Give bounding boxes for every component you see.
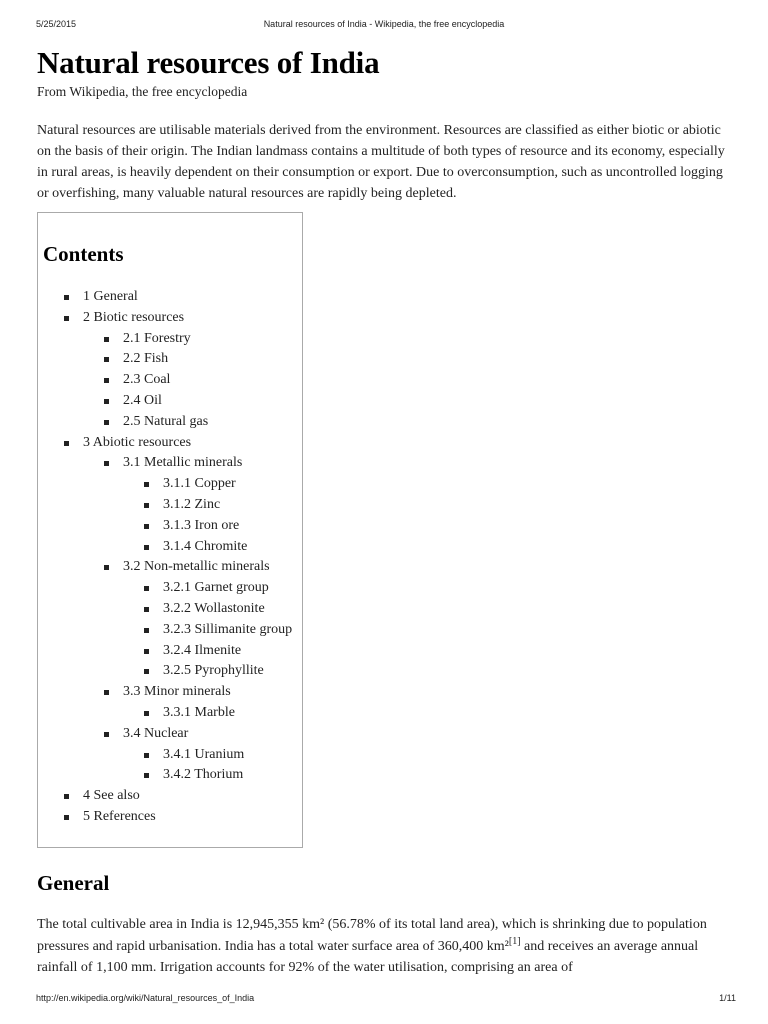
toc-link[interactable]: 3.1.3 Iron ore: [163, 517, 240, 533]
bullet-icon: [104, 337, 109, 342]
toc-heading: Contents: [43, 242, 124, 266]
bullet-icon: [104, 378, 109, 383]
bullet-icon: [64, 441, 69, 446]
toc-list: [38, 287, 302, 828]
reference-link[interactable]: [509, 936, 521, 947]
lead-paragraph: Natural resources are utilisable materials derived from the environment. Resources are classified as either biotic or abiotic on the basis of their origin. The Indian landmass contains a multitude of both types of resource and its economy, especially in rural areas, is heavily dependent on their consumption or export. Due to overconsumption, such as uncontrolled logging or overfishing, many valuable natural resources are rapidly being depleted.: [37, 123, 725, 201]
print-url: http://en.wikipedia.org/wiki/Natural_resources_of_India: [36, 993, 255, 1003]
toc-item: [38, 287, 302, 308]
toc-sublist: [83, 474, 302, 557]
bullet-icon: [144, 482, 149, 487]
toc-item: [123, 578, 302, 599]
page-number: 1/11: [719, 993, 736, 1003]
bullet-icon: [144, 607, 149, 612]
toc-link[interactable]: 2.4 Oil: [123, 392, 162, 408]
bullet-icon: [144, 503, 149, 508]
toc-item: [83, 370, 302, 391]
toc-item: [38, 786, 302, 807]
bullet-icon: [104, 461, 109, 466]
toc-item: [83, 453, 302, 557]
print-date: 5/25/2015: [36, 19, 77, 29]
bullet-icon: [104, 732, 109, 737]
bullet-icon: [64, 815, 69, 820]
tagline: From Wikipedia, the free encyclopedia: [37, 84, 248, 99]
bullet-icon: [144, 753, 149, 758]
toc-link[interactable]: 5 References: [83, 808, 156, 824]
bullet-icon: [144, 669, 149, 674]
bullet-icon: [104, 690, 109, 695]
toc-link[interactable]: 2.3 Coal: [123, 372, 171, 388]
toc-link[interactable]: 2 Biotic resources: [83, 309, 185, 325]
bullet-icon: [144, 586, 149, 591]
toc-item: [123, 620, 302, 641]
toc-item: [123, 661, 302, 682]
toc-item: [123, 703, 302, 724]
toc-sublist: [38, 329, 302, 433]
toc-link[interactable]: 3.1.2 Zinc: [163, 496, 221, 512]
toc-item: [123, 516, 302, 537]
toc-link[interactable]: 3.1.1 Copper: [163, 476, 236, 492]
toc-item: [38, 433, 302, 787]
toc-sublist: [38, 453, 302, 786]
bullet-icon: [144, 545, 149, 550]
bullet-icon: [64, 794, 69, 799]
toc-link[interactable]: 2.5 Natural gas: [123, 413, 209, 429]
toc-item: [83, 349, 302, 370]
bullet-icon: [144, 773, 149, 778]
toc-link[interactable]: 2.2 Fish: [123, 351, 169, 367]
toc-link[interactable]: 3.3 Minor minerals: [123, 684, 231, 700]
toc-link[interactable]: 3.2.3 Sillimanite group: [163, 621, 293, 637]
toc-item: [123, 641, 302, 662]
bullet-icon: [104, 357, 109, 362]
toc-link[interactable]: 3 Abiotic resources: [83, 434, 192, 450]
toc-sublist: [83, 703, 302, 724]
toc-link[interactable]: 3.2.2 Wollastonite: [163, 600, 265, 616]
toc-link[interactable]: 1 General: [83, 289, 138, 304]
toc-item: [123, 495, 302, 516]
toc-item: [83, 391, 302, 412]
bullet-icon: [64, 295, 69, 300]
section-heading-general: General: [37, 871, 110, 895]
bullet-icon: [104, 399, 109, 404]
toc-item: [38, 807, 302, 828]
toc-link[interactable]: 3.2.4 Ilmenite: [163, 642, 242, 658]
bullet-icon: [144, 649, 149, 654]
print-header: [0, 19, 768, 33]
toc-link[interactable]: 3.3.1 Marble: [163, 704, 235, 720]
toc-item: [123, 537, 302, 558]
print-footer: [0, 993, 768, 1007]
article-content: [37, 44, 727, 204]
toc-link[interactable]: 3.2.5 Pyrophyllite: [163, 663, 264, 679]
bullet-icon: [144, 524, 149, 529]
toc-item: [83, 412, 302, 433]
toc-sublist: [83, 745, 302, 787]
section-general: [37, 868, 737, 979]
bullet-icon: [64, 316, 69, 321]
toc-item: [123, 599, 302, 620]
print-page-title: Natural resources of India - Wikipedia, the free encyclopedia: [263, 19, 505, 29]
toc-link[interactable]: 3.4.1 Uranium: [163, 746, 245, 762]
toc-link[interactable]: 3.2.1 Garnet group: [163, 580, 269, 596]
toc-item: [123, 474, 302, 495]
bullet-icon: [144, 711, 149, 716]
page-title: Natural resources of India: [37, 45, 380, 80]
toc-item: [123, 745, 302, 766]
reference-1-link[interactable]: [1]: [508, 935, 521, 947]
toc-item: [83, 329, 302, 350]
general-paragraph-text: The total cultivable area in India is 12,945,355 km² (56.78% of its total land area), which is shrinking due to population pressures and rapid urbanisation. India has a total water surface area of 360,400 km²: [37, 917, 707, 954]
general-paragraph-text-cont: and receives an average annual rainfall of 1,100 mm. Irrigation accounts for 92% of the water utilisation, comprising an area of: [37, 938, 699, 975]
bullet-icon: [104, 420, 109, 425]
toc-link[interactable]: 3.4 Nuclear: [123, 725, 189, 741]
toc-link[interactable]: 2.1 Forestry: [123, 330, 191, 346]
toc-link[interactable]: 4 See also: [83, 788, 140, 804]
toc-item: [123, 765, 302, 786]
toc-item: [83, 682, 302, 724]
toc-link[interactable]: 3.1.4 Chromite: [163, 538, 248, 554]
toc-item: [83, 724, 302, 786]
toc-link[interactable]: 3.2 Non-metallic minerals: [123, 559, 270, 575]
toc-sublist: [83, 578, 302, 682]
bullet-icon: [104, 565, 109, 570]
toc-item: [83, 557, 302, 682]
bullet-icon: [144, 628, 149, 633]
table-of-contents: [37, 212, 303, 848]
general-paragraph: [37, 914, 737, 979]
toc-link[interactable]: 3.1 Metallic minerals: [123, 455, 243, 471]
toc-link[interactable]: 3.4.2 Thorium: [163, 767, 244, 783]
toc-item: [38, 308, 302, 433]
